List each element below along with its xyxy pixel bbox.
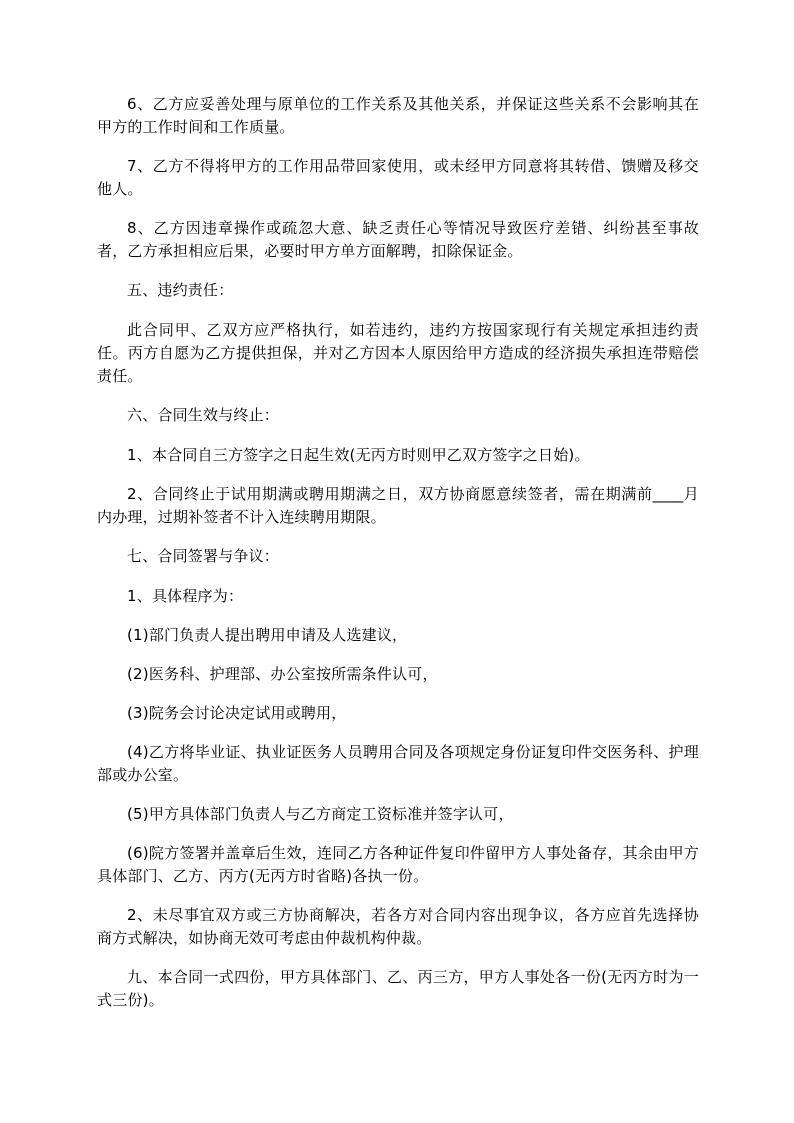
procedure-step-3: (3)院务会讨论决定试用或聘用， xyxy=(127,704,347,722)
procedure-step-4: (4)乙方将毕业证、执业证医务人员聘用合同及各项规定身份证复印件交医务科、护理部或办公室。 xyxy=(97,743,699,784)
clause-dispute-resolution: 2、未尽事宜双方或三方协商解决，若各方对合同内容出现争议，各方应首先选择协商方式解决，如协商无效可考虑由仲裁机构仲裁。 xyxy=(97,906,699,947)
section-heading-signing-disputes: 七、合同签署与争议： xyxy=(127,547,280,565)
procedure-step-1: (1)部门负责人提出聘用申请及人选建议， xyxy=(127,626,408,644)
clause-copies: 九、本合同一式四份，甲方具体部门、乙、丙三方，甲方人事处各一份(无丙方时为一式三份)。 xyxy=(97,968,699,1009)
procedure-step-5: (5)甲方具体部门负责人与乙方商定工资标准并签字认可， xyxy=(127,805,514,823)
clause-procedure-intro: 1、具体程序为： xyxy=(127,587,244,605)
clause-6-relations: 6、乙方应妥善处理与原单位的工作关系及其他关系，并保证这些关系不会影响其在甲方的工作时间和工作质量。 xyxy=(97,95,699,136)
section-heading-effect-termination: 六、合同生效与终止： xyxy=(127,406,280,424)
section-heading-breach: 五、违约责任： xyxy=(127,281,234,299)
clause-8-medical-errors: 8、乙方因违章操作或疏忽大意、缺乏责任心等情况导致医疗差错、纠纷甚至事故者，乙方承担相应后果，必要时甲方单方面解聘，扣除保证金。 xyxy=(97,219,699,260)
clause-effective-date: 1、本合同自三方签字之日起生效(无丙方时则甲乙双方签字之日始)。 xyxy=(127,446,590,464)
breach-liability-text: 此合同甲、乙双方应严格执行，如若违约，违约方按国家现行有关规定承担违约责任。丙方自愿为乙方提供担保，并对乙方因本人原因给甲方造成的经济损失承担连带赔偿责任。 xyxy=(97,321,699,385)
clause-7-work-supplies: 7、乙方不得将甲方的工作用品带回家使用，或未经甲方同意将其转借、馈赠及移交他人。 xyxy=(97,157,699,198)
procedure-step-2: (2)医务科、护理部、办公室按所需条件认可， xyxy=(127,665,438,683)
clause-termination-renewal: 2、合同终止于试用期满或聘用期满之日，双方协商愿意续签者，需在期满前____月内办理，过期补签者不计入连续聘用期限。 xyxy=(97,485,699,526)
document-body xyxy=(97,93,699,1028)
procedure-step-6: (6)院方签署并盖章后生效，连同乙方各种证件复印件留甲方人事处备存，其余由甲方具体部门、乙方、丙方(无丙方时省略)各执一份。 xyxy=(97,844,699,885)
